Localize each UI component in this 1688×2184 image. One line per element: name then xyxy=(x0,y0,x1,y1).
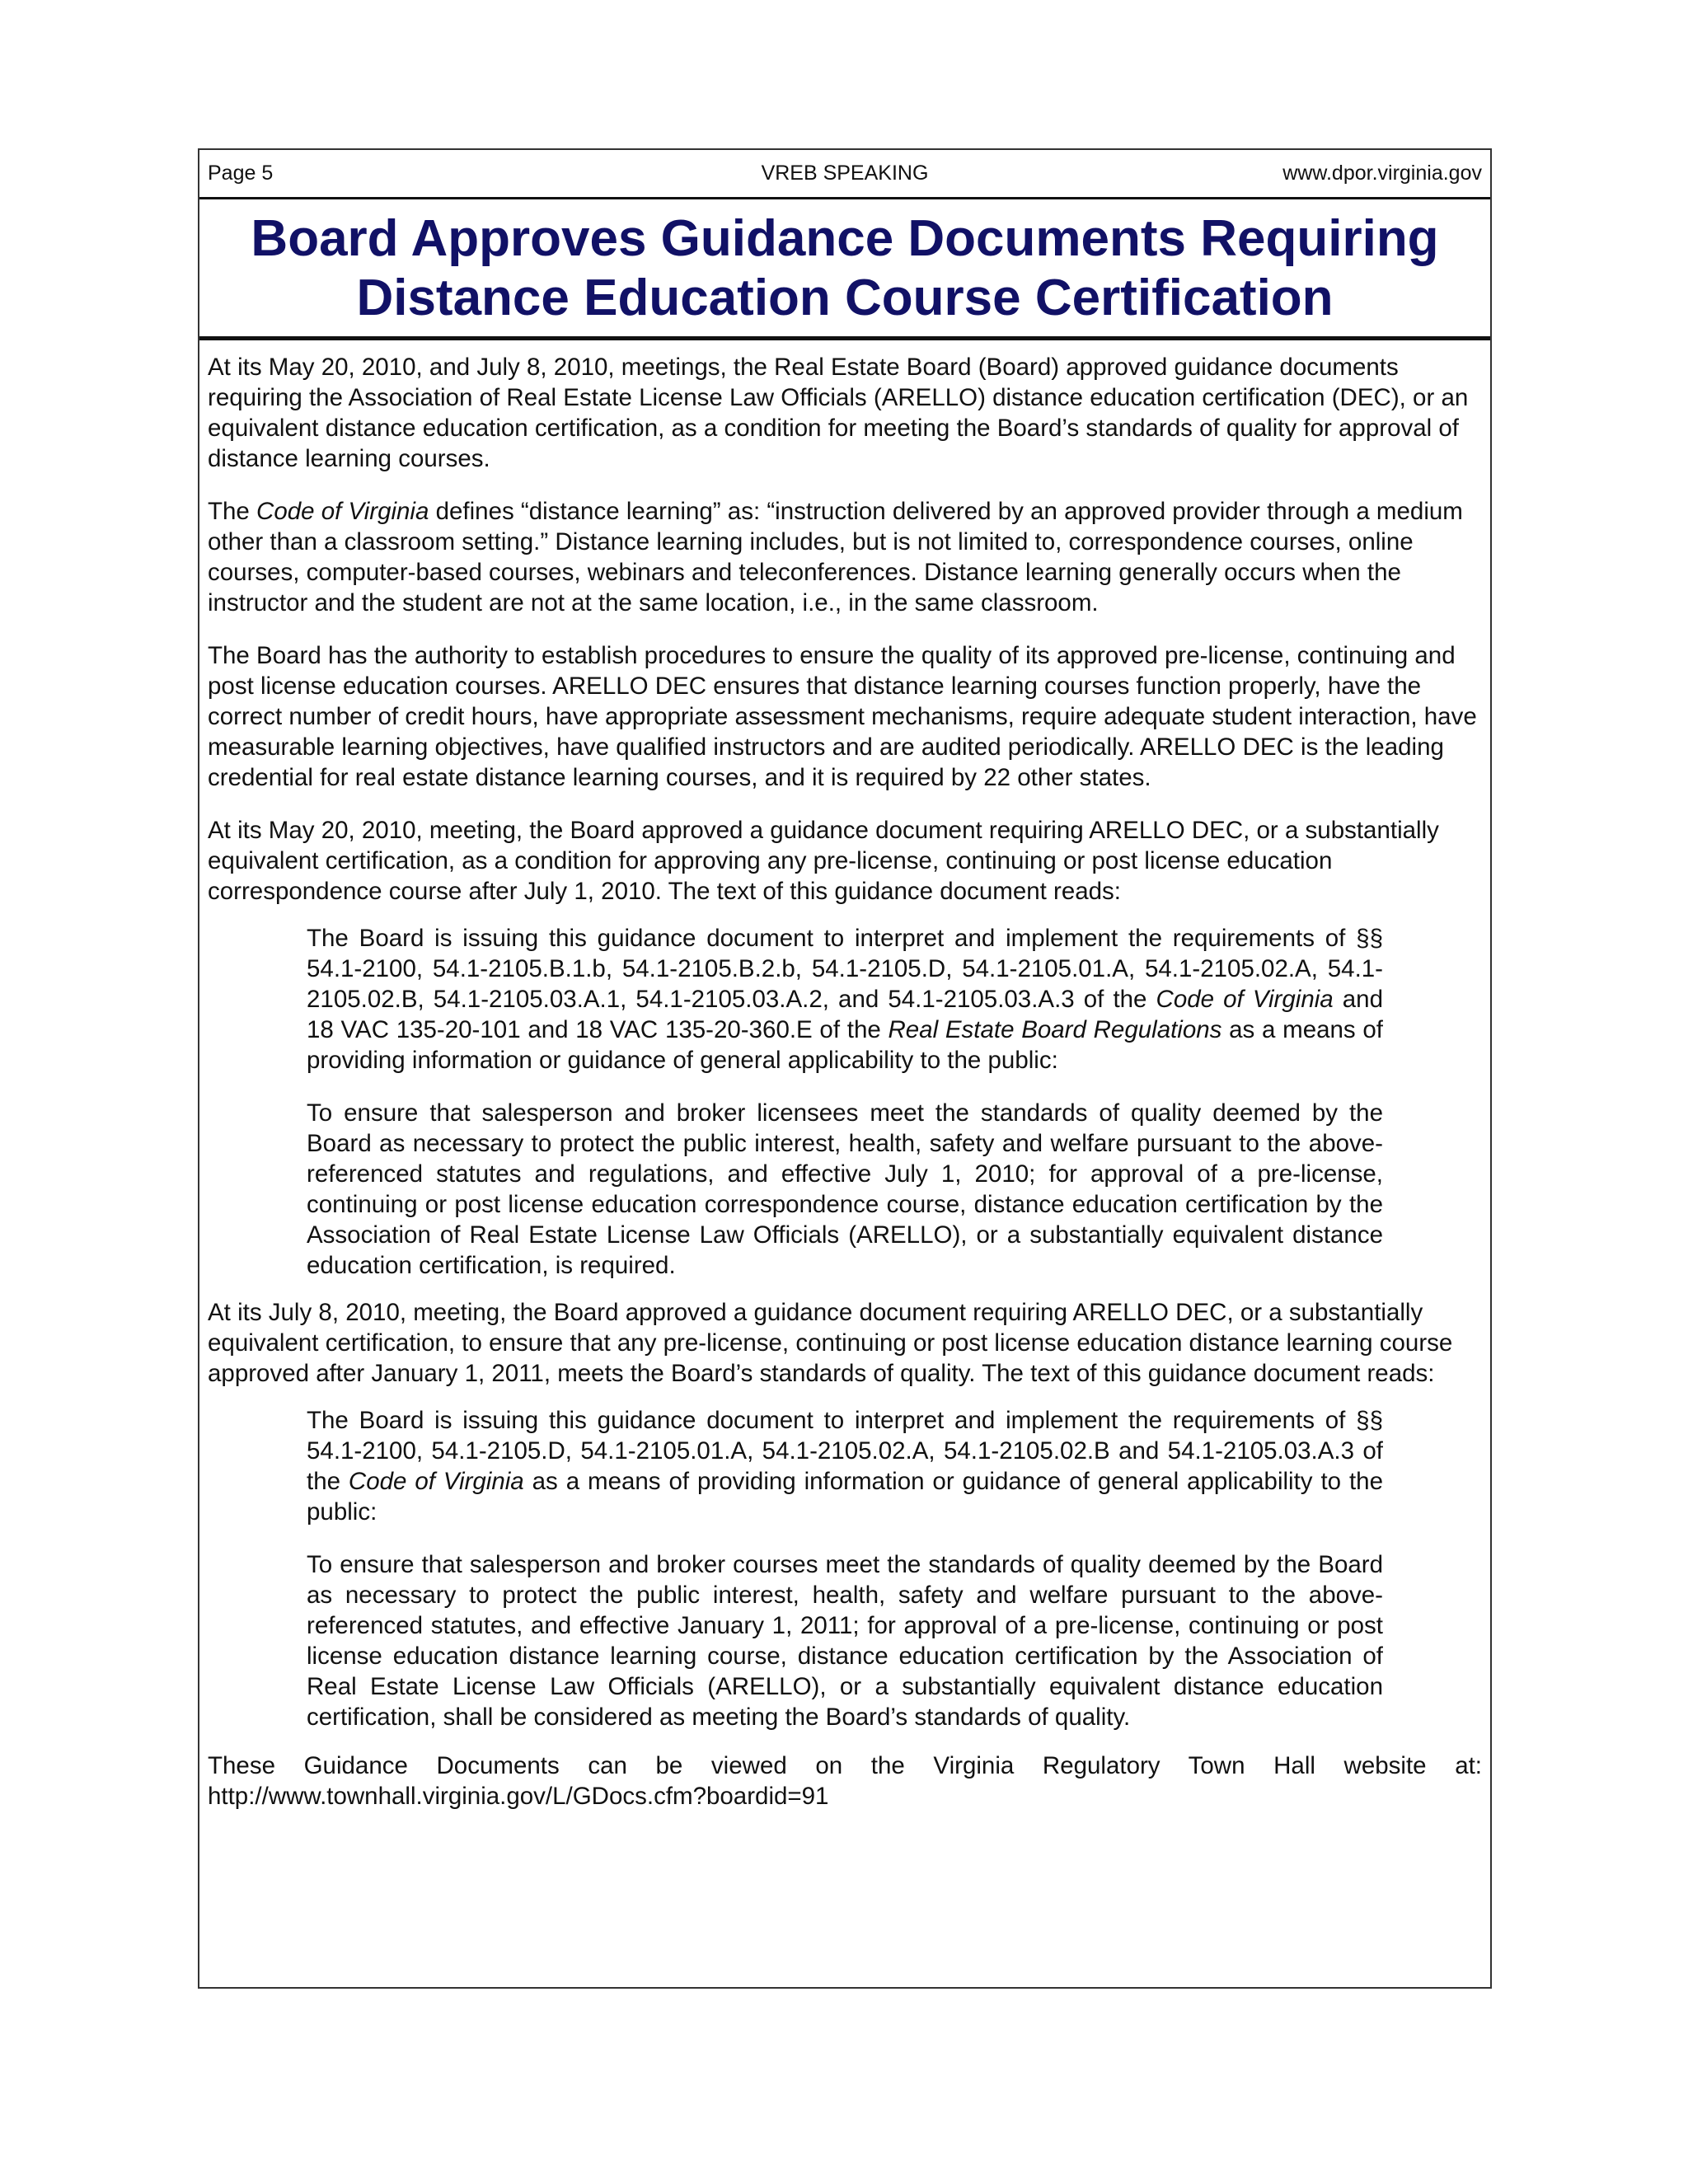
quote-2-text-a: The Board is issuing this guidance document to interpret and implement the requirements of §§ 54.1-2100, 54.1-2105.D, 54.1-2105.01.A, 54.1-2105.02.A, 54.1-2105.02.B and 54.1-2105.03.A.3 of the xyxy=(307,1407,1383,1495)
quote-2-intro xyxy=(307,1405,1383,1527)
header-website: www.dpor.virginia.gov xyxy=(1282,162,1482,185)
quote-2-body: To ensure that salesperson and broker courses meet the standards of quality deemed by the Board as necessary to protect the public interest, health, safety and welfare pursuant to the above-referenced statutes, and effective January 1, 2011; for approval of a pre-license, continuing or post license education distance learning course, distance education certification by the Association of Real Estate License Law Officials (ARELLO), or a substantially equivalent distance education certification, shall be considered as meeting the Board’s standards of quality. xyxy=(307,1551,1383,1731)
page-header xyxy=(199,150,1490,199)
page-number: Page 5 xyxy=(208,162,274,185)
quote-1-intro xyxy=(307,923,1383,1076)
quote-1-text-b: and 18 VAC 135-20-101 and 18 VAC 135-20-360.E of the xyxy=(307,986,1383,1043)
quote-1-text-a: The Board is issuing this guidance document to interpret and implement the requirements of §§ 54.1-2100, 54.1-2105.B.1.b, 54.1-2105.B.2.b, 54.1-2105.D, 54.1-2105.01.A, 54.1-2105.02.A, 54.1-2105.02.B, 54.1-2105.03.A.1, 54.1-2105.03.A.2, and 54.1-2105.03.A.3 of the xyxy=(307,925,1383,1013)
paragraph-may-meeting: At its May 20, 2010, meeting, the Board approved a guidance document requiring ARELLO DEC, or a substantially equivalent certification, as a condition for approving any pre-license, continuing or post license education correspondence course after July 1, 2010. The text of this guidance document reads: xyxy=(208,817,1439,905)
quote-1-code-ref: Code of Virginia xyxy=(1156,986,1334,1013)
paragraph-authority: The Board has the authority to establish procedures to ensure the quality of its approved pre-license, continuing and post license education courses. ARELLO DEC ensures that distance learning courses function properly, have the correct number of credit hours, have appropriate assessment mechanisms, require adequate student interaction, have measurable learning objectives, have qualified instructors and are audited periodically. ARELLO DEC is the leading credential for real estate distance learning courses, and it is required by 22 other states. xyxy=(208,642,1477,791)
paragraph-definition xyxy=(208,496,1482,618)
quote-1-text-c: as a means of providing information or guidance of general applicability to the public: xyxy=(307,1016,1383,1074)
title-line-1: Board Approves Guidance Documents Requiring xyxy=(251,210,1439,267)
paragraph-intro: At its May 20, 2010, and July 8, 2010, meetings, the Real Estate Board (Board) approved guidance documents requiring the Association of Real Estate License Law Officials (ARELLO) distance education certification (DEC), or an equivalent distance education certification, as a condition for meeting the Board’s standards of quality for approval of distance learning courses. xyxy=(208,354,1469,472)
closing-text: These Guidance Documents can be viewed on the Virginia Regulatory Town Hall website at: xyxy=(208,1752,1482,1779)
definition-text-end: defines “distance learning” as: “instruction delivered by an approved provider through a medium other than a classroom setting.” Distance learning includes, but is not limited to, correspondence courses, online courses, computer-based courses, webinars and teleconferences. Distance learning generally occurs when the instructor and the student are not at the same location, i.e., in the same classroom. xyxy=(208,498,1463,616)
newsletter-page xyxy=(198,148,1492,1989)
paragraph-july-meeting: At its July 8, 2010, meeting, the Board approved a guidance document requiring ARELLO DEC, or a substantially equivalent certification, to ensure that any pre-license, continuing or post license education distance learning course approved after January 1, 2011, meets the Board’s standards of quality. The text of this guidance document reads: xyxy=(208,1299,1453,1387)
article-title xyxy=(199,199,1490,340)
article-body xyxy=(199,340,1490,1811)
quote-1-body: To ensure that salesperson and broker licensees meet the standards of quality deemed by the Board as necessary to protect the public interest, health, safety and welfare pursuant to the above-referenced statutes and regulations, and effective July 1, 2010; for approval of a pre-license, continuing or post license education correspondence course, distance education certification by the Association of Real Estate License Law Officials (ARELLO), or a substantially equivalent distance education certification, is required. xyxy=(307,1099,1383,1279)
townhall-link[interactable]: http://www.townhall.virginia.gov/L/GDocs.cfm?boardid=91 xyxy=(208,1783,829,1810)
definition-text-start: The xyxy=(208,498,257,525)
paragraph-closing xyxy=(208,1750,1482,1811)
quote-1-regs-ref: Real Estate Board Regulations xyxy=(888,1016,1222,1043)
quote-2-code-ref: Code of Virginia xyxy=(348,1468,524,1495)
code-of-virginia-ref: Code of Virginia xyxy=(256,498,429,525)
quote-2-text-b: as a means of providing information or guidance of general applicability to the public: xyxy=(307,1468,1383,1526)
title-line-2: Distance Education Course Certification xyxy=(356,269,1334,326)
newsletter-name: VREB SPEAKING xyxy=(761,162,929,185)
